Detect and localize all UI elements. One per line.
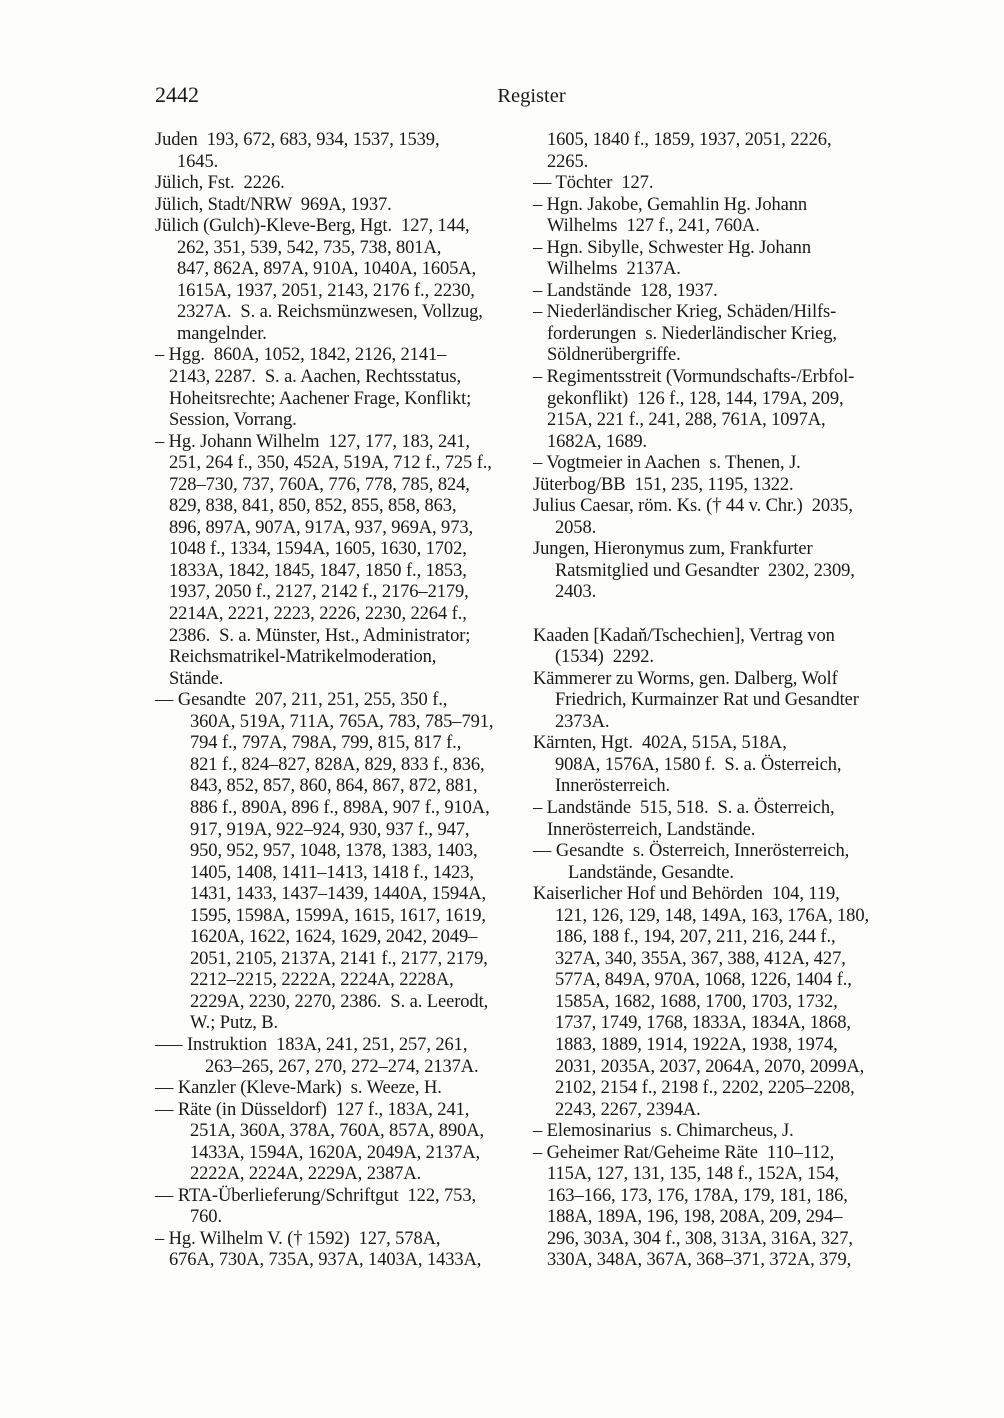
index-line: 2403. <box>555 582 597 603</box>
index-line: (1534) 2292. <box>555 647 654 668</box>
index-line: 2265. <box>547 151 589 172</box>
index-line: Innerösterreich, Landstände. <box>547 819 756 840</box>
index-line: Söldnerübergriffe. <box>547 345 681 366</box>
index-line: Innerösterreich. <box>555 776 670 797</box>
index-columns <box>155 130 911 1272</box>
index-line: Wilhelms 127 f., 241, 760A. <box>547 216 760 237</box>
index-line: 760. <box>190 1207 222 1228</box>
index-line: – Elemosinarius s. Chimarcheus, J. <box>533 1121 794 1142</box>
index-line: 360A, 519A, 711A, 765A, 783, 785–791, <box>190 711 494 732</box>
index-line: 296, 303A, 304 f., 308, 313A, 316A, 327, <box>547 1228 853 1249</box>
index-line: Wilhelms 2137A. <box>547 259 681 280</box>
index-line: 950, 952, 957, 1048, 1378, 1383, 1403, <box>190 841 478 862</box>
index-line: 794 f., 797A, 798A, 799, 815, 817 f., <box>190 733 462 754</box>
index-line: – Vogtmeier in Aachen s. Thenen, J. <box>533 453 801 474</box>
index-line: Jülich, Fst. 2226. <box>155 173 285 194</box>
index-line: 327A, 340, 355A, 367, 388, 412A, 427, <box>555 948 846 969</box>
index-line: –– Töchter 127. <box>533 173 654 194</box>
index-line: gekonflikt) 126 f., 128, 144, 179A, 209, <box>547 388 844 409</box>
index-line: 917, 919A, 922–924, 930, 937 f., 947, <box>190 819 470 840</box>
index-line: – Geheimer Rat/Geheime Räte 110–112, <box>533 1142 835 1163</box>
index-line: 1833A, 1842, 1845, 1847, 1850 f., 1853, <box>169 560 467 581</box>
index-line: Kärnten, Hgt. 402A, 515A, 518A, <box>533 733 787 754</box>
index-line: 676A, 730A, 735A, 937A, 1403A, 1433A, <box>169 1250 482 1271</box>
index-line: 163–166, 173, 176, 178A, 179, 181, 186, <box>547 1185 848 1206</box>
index-line: Jülich, Stadt/NRW 969A, 1937. <box>155 194 392 215</box>
index-line: Hoheitsrechte; Aachener Frage, Konflikt; <box>169 388 472 409</box>
index-line: –– Räte (in Düsseldorf) 127 f., 183A, 241, <box>155 1099 470 1120</box>
index-line: 115A, 127, 131, 135, 148 f., 152A, 154, <box>547 1164 839 1185</box>
index-line: – Hgn. Sibylle, Schwester Hg. Johann <box>533 237 811 258</box>
index-line: 1585A, 1682, 1688, 1700, 1703, 1732, <box>555 991 838 1012</box>
index-line: 1883, 1889, 1914, 1922A, 1938, 1974, <box>555 1034 838 1055</box>
index-line: Julius Caesar, röm. Ks. († 44 v. Chr.) 2035, <box>533 496 853 517</box>
index-line: 2031, 2035A, 2037, 2064A, 2070, 2099A, <box>555 1056 865 1077</box>
index-line: 1737, 1749, 1768, 1833A, 1834A, 1868, <box>555 1013 851 1034</box>
index-line: – Hg. Wilhelm V. († 1592) 127, 578A, <box>155 1228 441 1249</box>
index-line: 886 f., 890A, 896 f., 898A, 907 f., 910A, <box>190 797 490 818</box>
index-line: Session, Vorrang. <box>169 410 297 431</box>
index-line: – Regimentsstreit (Vormundschafts-/Erbfol- <box>533 367 855 388</box>
index-line <box>533 604 911 626</box>
index-line: 330A, 348A, 367A, 368–371, 372A, 379, <box>547 1250 852 1271</box>
index-line: 2243, 2267, 2394A. <box>555 1099 701 1120</box>
index-column-left <box>155 130 533 1272</box>
index-column-right <box>533 130 911 1272</box>
index-line: 896, 897A, 907A, 917A, 937, 969A, 973, <box>169 517 474 538</box>
index-line: Ratsmitglied und Gesandter 2302, 2309, <box>555 560 855 581</box>
index-line: – Landstände 128, 1937. <box>533 280 718 301</box>
page-header <box>155 82 908 110</box>
index-line: –– Gesandte 207, 211, 251, 255, 350 f., <box>155 690 448 711</box>
index-line: 1595, 1598A, 1599A, 1615, 1617, 1619, <box>190 905 486 926</box>
index-line: 1682A, 1689. <box>547 431 648 452</box>
index-line: 262, 351, 539, 542, 735, 738, 801A, <box>177 237 442 258</box>
index-line: 908A, 1576A, 1580 f. S. a. Österreich, <box>555 754 842 775</box>
index-line: 1605, 1840 f., 1859, 1937, 2051, 2226, <box>547 130 832 150</box>
index-line: 2222A, 2224A, 2229A, 2387A. <box>190 1164 422 1185</box>
index-line: mangelnder. <box>177 323 267 344</box>
index-line: 1048 f., 1334, 1594A, 1605, 1630, 1702, <box>169 539 467 560</box>
index-line: Stände. <box>169 668 224 689</box>
index-line: 2143, 2287. S. a. Aachen, Rechtsstatus, <box>169 367 461 388</box>
index-line: 1405, 1408, 1411–1413, 1418 f., 1423, <box>190 862 474 883</box>
index-line: 1431, 1433, 1437–1439, 1440A, 1594A, <box>190 884 486 905</box>
index-line: –– RTA-Überlieferung/Schriftgut 122, 753, <box>155 1185 477 1206</box>
index-line: 847, 862A, 897A, 910A, 1040A, 1605A, <box>177 259 477 280</box>
index-line: 821 f., 824–827, 828A, 829, 833 f., 836, <box>190 754 485 775</box>
index-line: 843, 852, 857, 860, 864, 867, 872, 881, <box>190 776 478 797</box>
index-line: Juden 193, 672, 683, 934, 1537, 1539, <box>155 130 440 150</box>
index-line: –– Kanzler (Kleve-Mark) s. Weeze, H. <box>155 1078 442 1099</box>
index-line: ––– Instruktion 183A, 241, 251, 257, 261, <box>155 1034 468 1055</box>
index-line: 2386. S. a. Münster, Hst., Administrator; <box>169 625 471 646</box>
index-line: forderungen s. Niederländischer Krieg, <box>547 323 837 344</box>
index-line: Kämmerer zu Worms, gen. Dalberg, Wolf <box>533 668 838 689</box>
page-number: 2442 <box>155 82 199 107</box>
index-line: 251A, 360A, 378A, 760A, 857A, 890A, <box>190 1121 485 1142</box>
index-line: 1645. <box>177 151 219 172</box>
index-line: 829, 838, 841, 850, 852, 855, 858, 863, <box>169 496 457 517</box>
index-line: – Landstände 515, 518. S. a. Österreich, <box>533 797 835 818</box>
index-line: – Hgg. 860A, 1052, 1842, 2126, 2141– <box>155 345 447 366</box>
index-line: 186, 188 f., 194, 207, 211, 216, 244 f., <box>555 927 836 948</box>
index-line: 1433A, 1594A, 1620A, 2049A, 2137A, <box>190 1142 481 1163</box>
index-line: 2102, 2154 f., 2198 f., 2202, 2205–2208, <box>555 1078 855 1099</box>
index-line: Kaiserlicher Hof und Behörden 104, 119, <box>533 884 840 905</box>
index-line: 1937, 2050 f., 2127, 2142 f., 2176–2179, <box>169 582 469 603</box>
index-line: – Hg. Johann Wilhelm 127, 177, 183, 241, <box>155 431 470 452</box>
index-line: 2058. <box>555 517 597 538</box>
index-line: 215A, 221 f., 241, 288, 761A, 1097A, <box>547 410 826 431</box>
index-line: 1620A, 1622, 1624, 1629, 2042, 2049– <box>190 927 478 948</box>
index-line: 121, 126, 129, 148, 149A, 163, 176A, 180, <box>555 905 869 926</box>
index-line: 1615A, 1937, 2051, 2143, 2176 f., 2230, <box>177 280 475 301</box>
index-line: 728–730, 737, 760A, 776, 778, 785, 824, <box>169 474 470 495</box>
index-line: Jüterbog/BB 151, 235, 1195, 1322. <box>533 474 794 495</box>
index-line: Jülich (Gulch)-Kleve-Berg, Hgt. 127, 144, <box>155 216 470 237</box>
index-line: 251, 264 f., 350, 452A, 519A, 712 f., 725 f., <box>169 453 492 474</box>
index-line: 188A, 189A, 196, 198, 208A, 209, 294– <box>547 1207 843 1228</box>
index-line: 2214A, 2221, 2223, 2226, 2230, 2264 f., <box>169 604 467 625</box>
index-line: Landstände, Gesandte. <box>568 862 734 883</box>
index-line: –– Gesandte s. Österreich, Innerösterreich, <box>533 841 850 862</box>
index-line: W.; Putz, B. <box>190 1013 279 1034</box>
index-line: Reichsmatrikel-Matrikelmoderation, <box>169 647 437 668</box>
index-line: Friedrich, Kurmainzer Rat und Gesandter <box>555 690 859 711</box>
index-line: 2051, 2105, 2137A, 2141 f., 2177, 2179, <box>190 948 488 969</box>
index-line: Jungen, Hieronymus zum, Frankfurter <box>533 539 813 560</box>
index-line: 2373A. <box>555 711 610 732</box>
index-line: 2212–2215, 2222A, 2224A, 2228A, <box>190 970 454 991</box>
running-header-title: Register <box>497 85 566 107</box>
index-line: 577A, 849A, 970A, 1068, 1226, 1404 f., <box>555 970 852 991</box>
index-line: – Hgn. Jakobe, Gemahlin Hg. Johann <box>533 194 808 215</box>
index-line: 2327A. S. a. Reichsmünzwesen, Vollzug, <box>177 302 483 323</box>
index-line: 2229A, 2230, 2270, 2386. S. a. Leerodt, <box>190 991 489 1012</box>
index-line: Kaaden [Kadaň/Tschechien], Vertrag von <box>533 625 835 646</box>
index-line: 263–265, 267, 270, 272–274, 2137A. <box>205 1056 479 1077</box>
index-line: – Niederländischer Krieg, Schäden/Hilfs- <box>533 302 837 323</box>
